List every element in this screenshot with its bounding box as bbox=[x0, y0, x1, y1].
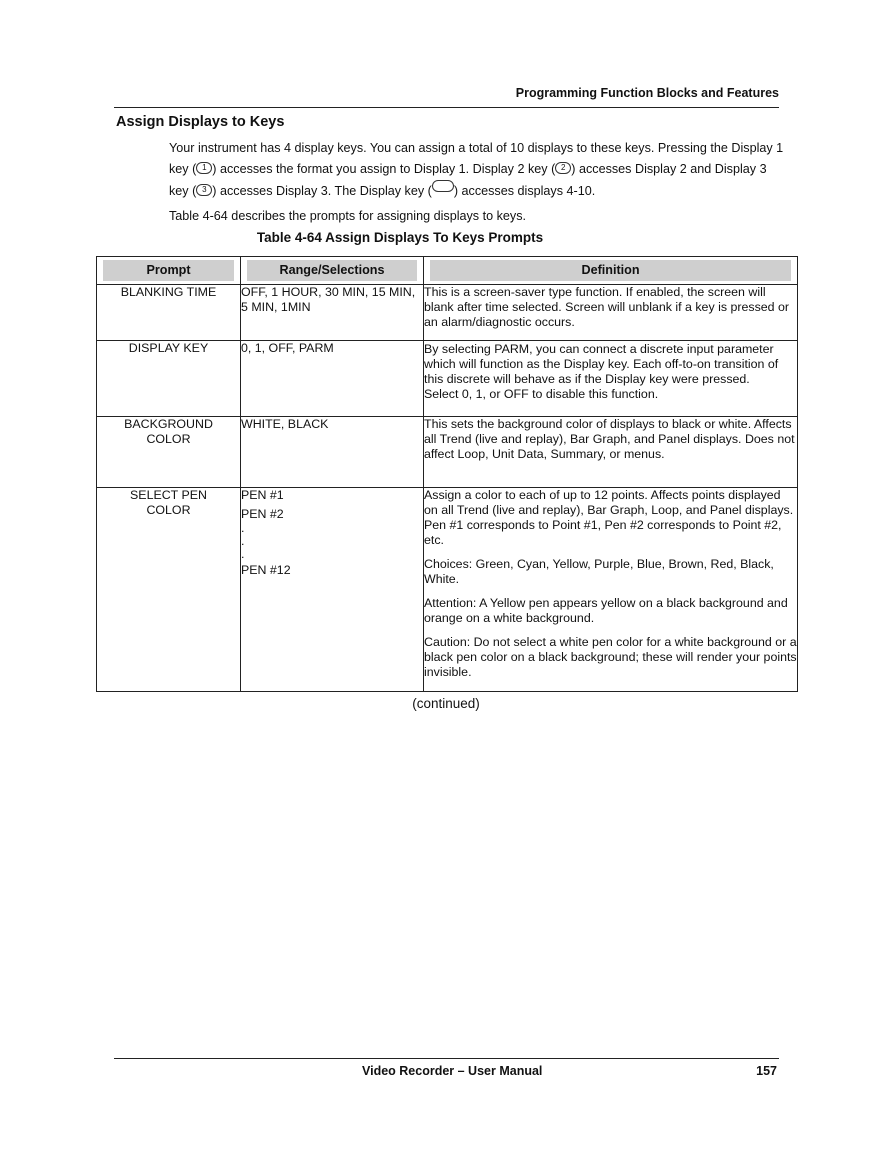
page-number: 157 bbox=[756, 1064, 777, 1078]
header-prompt-label: Prompt bbox=[103, 260, 234, 281]
intro-text-1: Your instrument has 4 display keys. You can assign a total of 10 displays to these keys. Pressing the Display 1 key ( bbox=[169, 141, 784, 176]
definition-text: Attention: A Yellow pen appears yellow on a black background and orange on a white background. bbox=[424, 596, 788, 625]
prompt-text: SELECT PEN COLOR bbox=[130, 488, 207, 517]
continued-note: (continued) bbox=[412, 696, 480, 711]
range-cell bbox=[241, 488, 424, 692]
table-caption-text: Table 4-64 Assign Displays To Keys Prompts bbox=[256, 230, 544, 245]
header-range-label: Range/Selections bbox=[247, 260, 417, 281]
range-item: PEN #1 bbox=[241, 488, 284, 502]
table-row bbox=[97, 417, 798, 488]
section-title: Assign Displays to Keys bbox=[116, 114, 285, 130]
header-range bbox=[241, 257, 424, 285]
header-prompt bbox=[97, 257, 241, 285]
display-1-key-icon: 1 bbox=[196, 162, 212, 174]
range-item: . bbox=[241, 547, 245, 561]
display-key-icon bbox=[432, 180, 454, 192]
definition-text: Assign a color to each of up to 12 points. Affects points displayed on all Trend (live and replay), Bar Graph, Loop, and Panel displays. Pen #1 corresponds to Point #1, Pen #2 corresponds to Point #2, etc. bbox=[424, 488, 794, 547]
prompt-cell: DISPLAY KEY bbox=[97, 341, 241, 417]
assign-displays-table bbox=[96, 256, 798, 692]
header-definition bbox=[424, 257, 798, 285]
intro-text-5: ) accesses displays 4-10. bbox=[453, 184, 596, 198]
range-cell: WHITE, BLACK bbox=[241, 417, 424, 488]
prompt-cell: BLANKING TIME bbox=[97, 285, 241, 341]
range-item: PEN #2 bbox=[241, 507, 284, 521]
intro-text-4: ) accesses Display 3. The Display key ( bbox=[212, 184, 432, 198]
prompt-cell bbox=[97, 488, 241, 692]
definition-text-2: Select 0, 1, or OFF to disable this function. bbox=[424, 387, 659, 401]
table-row bbox=[97, 285, 798, 341]
range-cell: OFF, 1 HOUR, 30 MIN, 15 MIN, 5 MIN, 1MIN bbox=[241, 285, 424, 341]
intro-text bbox=[169, 138, 784, 227]
running-header bbox=[114, 86, 779, 108]
definition-text: Choices: Green, Cyan, Yellow, Purple, Blue, Brown, Red, Black, White. bbox=[424, 557, 774, 586]
display-3-key-icon: 3 bbox=[196, 184, 212, 196]
range-item: . bbox=[241, 534, 245, 548]
prompt-text: BACKGROUND COLOR bbox=[124, 417, 213, 446]
table-header-row bbox=[97, 257, 798, 285]
range-item: . bbox=[241, 521, 245, 535]
definition-cell: This sets the background color of displays to black or white. Affects all Trend (live and replay), Bar Graph, and Panel displays. Does not affect Loop, Unit Data, Summary, or menus. bbox=[424, 417, 798, 488]
running-title: Programming Function Blocks and Features bbox=[515, 86, 779, 100]
manual-title: Video Recorder – User Manual bbox=[362, 1064, 543, 1078]
table-reference: Table 4-64 describes the prompts for assigning displays to keys. bbox=[169, 209, 527, 223]
definition-cell bbox=[424, 488, 798, 692]
definition-cell: This is a screen-saver type function. If enabled, the screen will blank after time selected. Screen will unblank if a key is pressed or an alarm/diagnostic occurs. bbox=[424, 285, 798, 341]
table-row bbox=[97, 341, 798, 417]
intro-paragraph bbox=[169, 138, 784, 202]
definition-text: By selecting PARM, you can connect a discrete input parameter which will function as the Display key. Each off-to-on transition of this discrete will behave as if the Display key were pressed. bbox=[424, 342, 779, 386]
definition-cell bbox=[424, 341, 798, 417]
intro-text-3: ) accesses Display 2 and Display 3 key ( bbox=[169, 162, 767, 198]
intro-text-2: ) accesses the format you assign to Display 1. Display 2 key ( bbox=[212, 162, 556, 176]
prompt-cell bbox=[97, 417, 241, 488]
definition-text: Caution: Do not select a white pen color for a white background or a black pen color on a black background; these will render your points invisible. bbox=[424, 635, 797, 679]
table-caption bbox=[0, 230, 892, 245]
range-cell: 0, 1, OFF, PARM bbox=[241, 341, 424, 417]
page-footer bbox=[114, 1058, 779, 1084]
table-row bbox=[97, 488, 798, 692]
range-item: PEN #12 bbox=[241, 563, 291, 577]
display-2-key-icon: 2 bbox=[555, 162, 571, 174]
header-definition-label: Definition bbox=[430, 260, 791, 281]
